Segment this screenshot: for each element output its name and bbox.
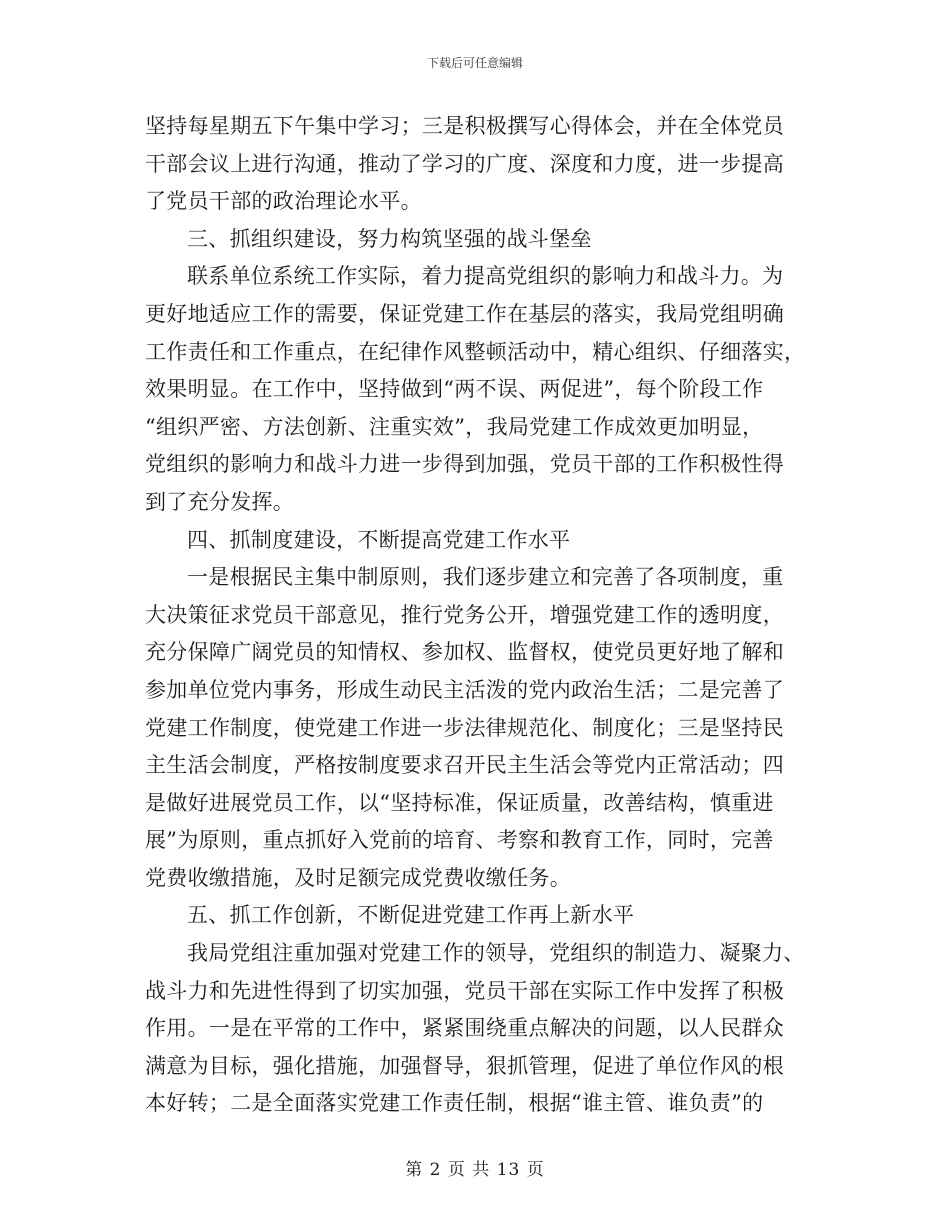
document-body — [145, 108, 806, 1123]
text-line: 参加单位党内事务，形成生动民主活泼的党内政治生活；二是完善了 — [145, 677, 784, 702]
text-line: 联系单位系统工作实际，着力提高党组织的影响力和战斗力。为 — [187, 264, 784, 289]
text-line: 坚持每星期五下午集中学习；三是积极撰写心得体会，并在全体党员 — [145, 114, 784, 138]
page-header: 下载后可任意编辑 — [426, 56, 523, 70]
text-line: 五、抓工作创新，不断促进党建工作再上新水平 — [187, 903, 635, 928]
text-line: 一是根据民主集中制原则，我们逐步建立和完善了各项制度，重 — [187, 565, 784, 590]
text-line: 是做好进展党员工作，以“坚持标准，保证质量，改善结构，慎重进 — [145, 790, 774, 815]
text-line: 大决策征求党员干部意见，推行党务公开，增强党建工作的透明度， — [145, 602, 784, 627]
text-line: 党费收缴措施，及时足额完成党费收缴任务。 — [145, 865, 571, 890]
text-line: 效果明显。在工作中，坚持做到“两不误、两促进”，每个阶段工作 — [145, 377, 764, 402]
text-line: 党建工作制度，使党建工作进一步法律规范化、制度化；三是坚持民 — [145, 715, 784, 740]
text-line: 三、抓组织建设，努力构筑坚强的战斗堡垒 — [187, 226, 592, 251]
text-line: 满意为目标，强化措施，加强督导，狠抓管理，促进了单位作风的根 — [145, 1053, 784, 1078]
text-line: 了党员干部的政治理论水平。 — [145, 189, 422, 214]
text-line: 到了充分发挥。 — [145, 489, 295, 514]
text-line: 作用。一是在平常的工作中，紧紧围绕重点解决的问题，以人民群众 — [145, 1016, 784, 1041]
text-line: 主生活会制度，严格按制度要求召开民主生活会等党内正常活动；四 — [145, 753, 784, 778]
text-line: 本好转；二是全面落实党建工作责任制，根据“谁主管、谁负责”的 — [145, 1091, 764, 1116]
text-line: “组织严密、方法创新、注重实效”，我局党建工作成效更加明显， — [145, 414, 764, 439]
text-line: 展”为原则，重点抓好入党前的培育、考察和教育工作，同时，完善 — [145, 828, 774, 853]
text-line: 干部会议上进行沟通，推动了学习的广度、深度和力度，进一步提高 — [145, 151, 784, 176]
text-line: 充分保障广阔党员的知情权、参加权、监督权，使党员更好地了解和 — [145, 640, 784, 665]
text-line: 战斗力和先进性得到了切实加强，党员干部在实际工作中发挥了积极 — [145, 978, 784, 1003]
text-line: 四、抓制度建设，不断提高党建工作水平 — [187, 527, 571, 552]
text-line: 更好地适应工作的需要，保证党建工作在基层的落实，我局党组明确 — [145, 301, 784, 326]
page-number-footer: 第 2 页 共 13 页 — [405, 1160, 545, 1180]
text-line: 工作责任和工作重点，在纪律作风整顿活动中，精心组织、仔细落实， — [145, 339, 806, 364]
text-line: 党组织的影响力和战斗力进一步得到加强，党员干部的工作积极性得 — [145, 452, 784, 477]
text-line: 我局党组注重加强对党建工作的领导，党组织的制造力、凝聚力、 — [187, 941, 805, 966]
